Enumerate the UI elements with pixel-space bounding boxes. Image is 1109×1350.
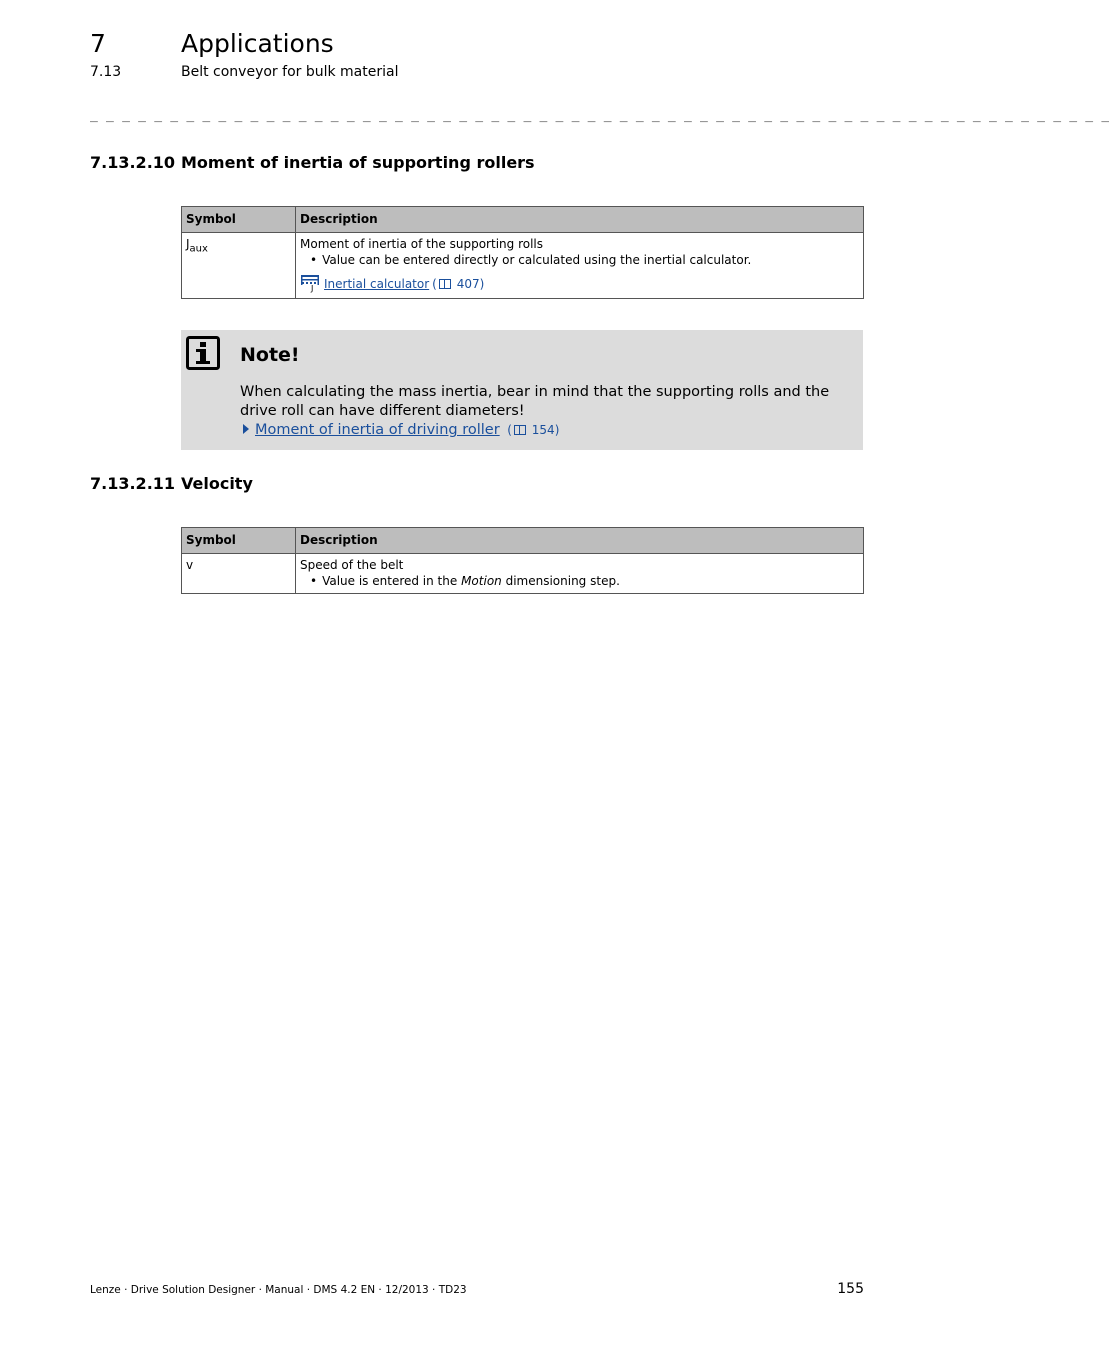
note-box [181, 330, 863, 450]
header-separator: _ _ _ _ _ _ _ _ _ _ _ _ _ _ _ _ _ _ _ _ _ _ _ _ _ _ _ _ _ _ _ _ _ _ _ _ _ _ _ _ _ _ _ _ _ _ _ _ _ _ _ _ _ _ _ _ _ _ _ _ _ _ _ _ [90, 108, 1109, 123]
symbol-table-1 [181, 206, 864, 299]
ref-close: ) [479, 277, 485, 291]
col-header-description: Description [296, 528, 864, 554]
ref-open: ( [432, 277, 437, 291]
table-row [182, 554, 864, 594]
arrow-right-icon [243, 424, 249, 434]
symbol-cell: v [182, 554, 296, 594]
symbol-cell [182, 233, 296, 299]
bullet-text-before: Value is entered in the [322, 574, 462, 588]
table-row [182, 233, 864, 299]
table-header-row [182, 528, 864, 554]
chapter-title: Applications [181, 29, 334, 58]
ref-page: 154 [531, 423, 555, 437]
bullet-text-italic: Motion [461, 574, 502, 588]
col-header-description: Description [296, 207, 864, 233]
section-title: Belt conveyor for bulk material [181, 64, 399, 80]
chapter-number: 7 [90, 29, 106, 58]
driving-roller-link[interactable]: Moment of inertia of driving roller [255, 422, 500, 438]
subsection-number-2: 7.13.2.11 [90, 474, 176, 493]
symbol-subscript: aux [189, 243, 208, 255]
col-header-symbol: Symbol [182, 207, 296, 233]
col-header-symbol: Symbol [182, 528, 296, 554]
description-bullet [300, 573, 859, 589]
symbol-main: J [186, 237, 190, 251]
subsection-number-1: 7.13.2.10 [90, 153, 176, 172]
note-body: When calculating the mass inertia, bear in mind that the supporting rolls and the drive roll can have different diameters! [240, 384, 830, 419]
svg-text:J: J [311, 284, 314, 293]
description-text: Speed of the belt [300, 558, 404, 572]
inertial-calculator-page-ref[interactable] [432, 276, 484, 292]
note-title: Note! [240, 344, 300, 366]
driving-roller-page-ref[interactable] [507, 423, 559, 437]
description-cell [296, 233, 864, 299]
book-icon [514, 425, 526, 435]
ref-page: 407 [456, 277, 480, 291]
inertial-calculator-link[interactable]: Inertial calculator [324, 277, 430, 291]
section-number: 7.13 [90, 64, 122, 80]
ref-open: ( [507, 423, 512, 437]
ref-close: ) [554, 423, 560, 437]
symbol-table-2 [181, 527, 864, 594]
footer-text: Lenze · Drive Solution Designer · Manual · DMS 4.2 EN · 12/2013 · TD23 [90, 1284, 467, 1296]
description-bullet: • Value can be entered directly or calculated using the inertial calculator. [300, 252, 859, 268]
bullet-text-after: dimensioning step. [501, 574, 620, 588]
inertia-calculator-icon[interactable] [300, 274, 320, 292]
description-text: Moment of inertia of the supporting rolls [300, 237, 543, 251]
subsection-title-2: Velocity [181, 474, 253, 493]
page-number: 155 [837, 1281, 864, 1297]
inertial-calculator-row [300, 274, 859, 292]
note-link-row [243, 421, 559, 440]
book-icon [439, 279, 451, 289]
info-icon [186, 336, 220, 370]
subsection-title-1: Moment of inertia of supporting rollers [181, 153, 535, 172]
description-cell [296, 554, 864, 594]
table-header-row [182, 207, 864, 233]
